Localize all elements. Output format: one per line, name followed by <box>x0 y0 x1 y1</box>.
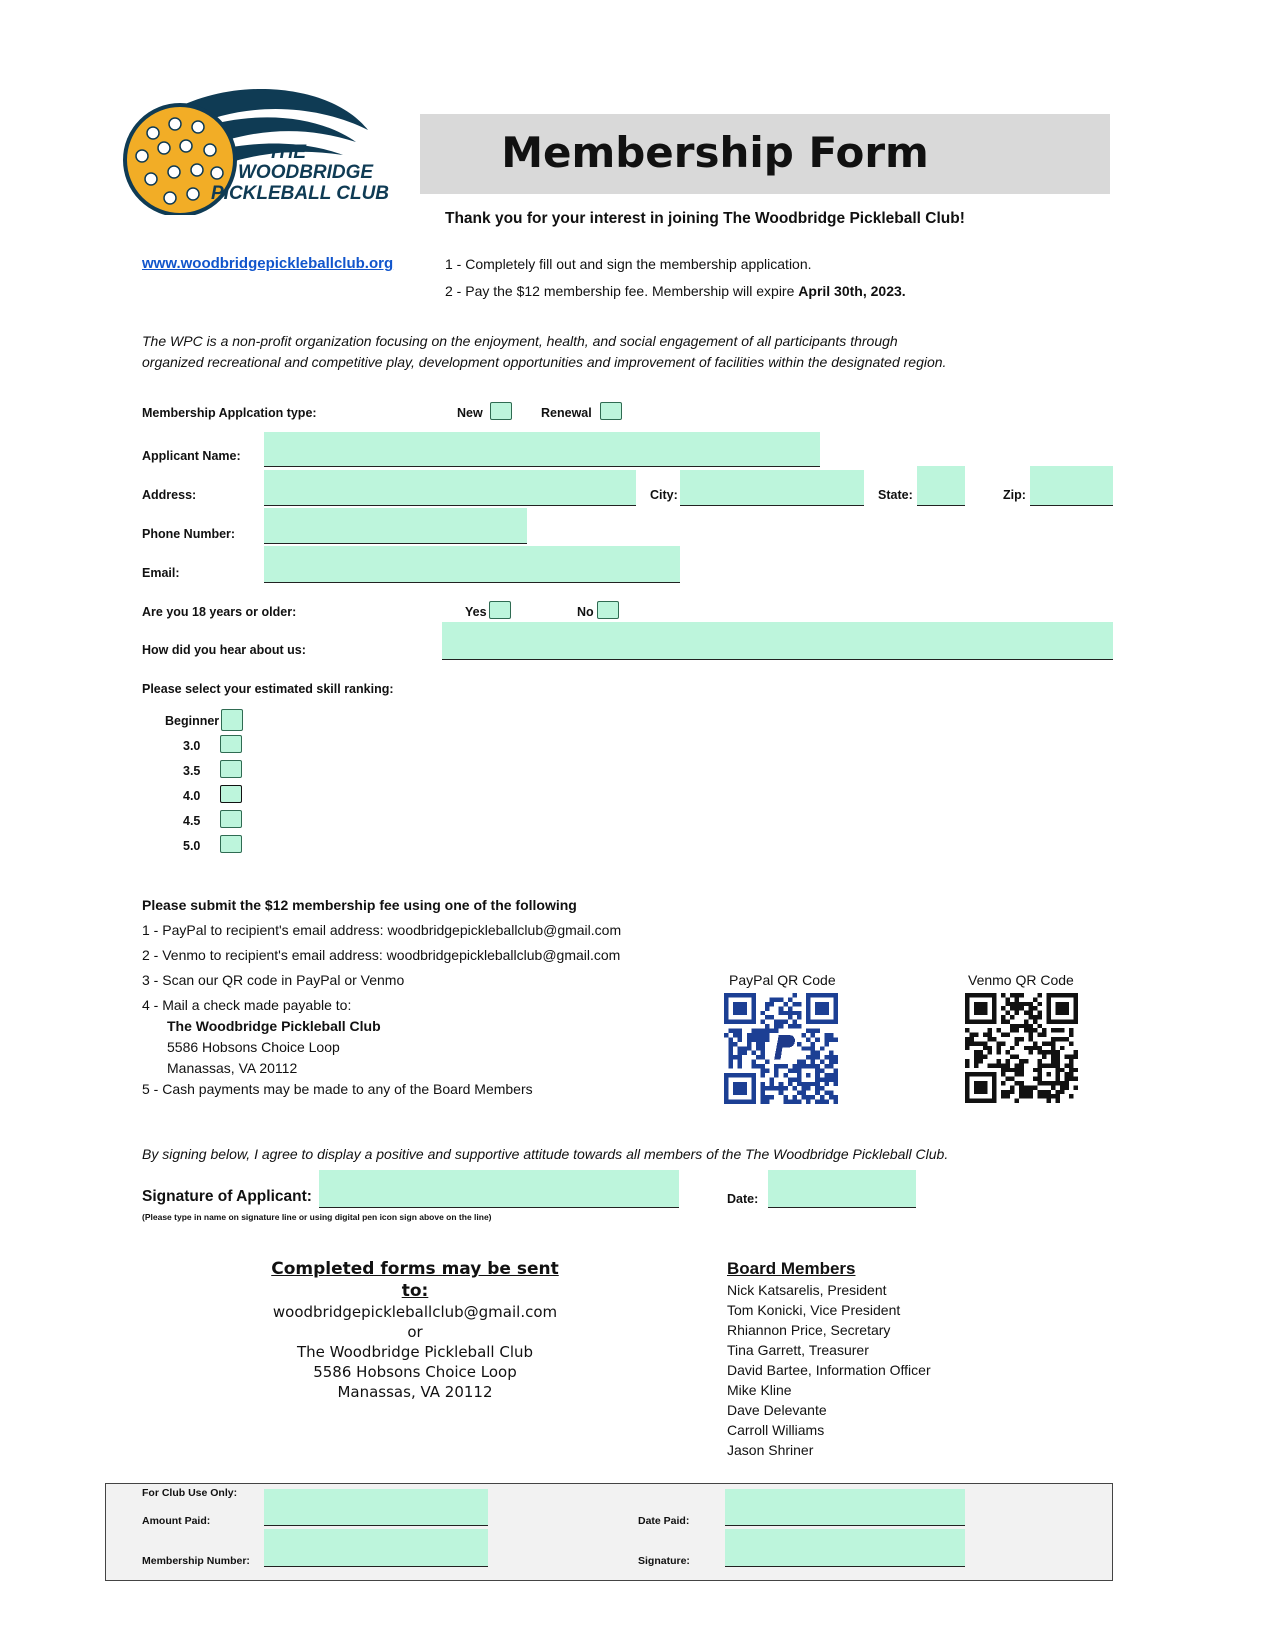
no-checkbox[interactable] <box>597 601 619 619</box>
mission-line-1: The WPC is a non-profit organization focusing on the enjoyment, health, and social engagement of all participants through <box>142 333 898 349</box>
skill-checkbox-5-0[interactable] <box>220 835 242 853</box>
zip-field[interactable] <box>1030 466 1113 506</box>
board-member: Rhiannon Price, Secretary <box>727 1322 891 1338</box>
send-to-block <box>265 1258 565 1402</box>
send-to-city: Manassas, VA 20112 <box>337 1383 493 1401</box>
logo-text-club: PICKLEBALL CLUB <box>211 183 390 204</box>
mail-recipient-name: The Woodbridge Pickleball Club <box>167 1018 381 1034</box>
paypal-qr-code[interactable] <box>724 993 838 1104</box>
club-use-heading: For Club Use Only: <box>142 1487 238 1499</box>
state-label: State: <box>878 488 913 502</box>
payment-option-qr: 3 - Scan our QR code in PayPal or Venmo <box>142 972 405 988</box>
logo-text-woodbridge: WOODBRIDGE <box>238 162 374 183</box>
send-to-heading: Completed forms may be sent to: <box>271 1259 559 1301</box>
skill-option-5-0: 5.0 <box>183 839 201 853</box>
phone-field[interactable] <box>264 508 527 544</box>
skill-option-beginner: Beginner <box>165 714 220 728</box>
mail-street: 5586 Hobsons Choice Loop <box>167 1039 340 1055</box>
skill-option-4-0: 4.0 <box>183 789 201 803</box>
club-signature-label: Signature: <box>638 1555 690 1567</box>
board-member: Jason Shriner <box>727 1442 814 1458</box>
mail-city: Manassas, VA 20112 <box>167 1060 298 1076</box>
renewal-checkbox[interactable] <box>600 402 622 420</box>
skill-checkbox-beginner[interactable] <box>221 709 243 731</box>
applicant-name-field[interactable] <box>264 432 820 467</box>
email-field[interactable] <box>264 546 680 583</box>
paypal-qr-label: PayPal QR Code <box>729 972 836 988</box>
city-label: City: <box>650 488 678 502</box>
thank-you-text: Thank you for your interest in joining The Woodbridge Pickleball Club! <box>445 210 965 227</box>
step-2-text <box>445 283 906 299</box>
address-field[interactable] <box>264 470 636 506</box>
date-paid-field[interactable] <box>725 1489 965 1526</box>
board-members-block <box>727 1258 931 1460</box>
date-paid-label: Date Paid: <box>638 1515 690 1527</box>
send-to-street: 5586 Hobsons Choice Loop <box>313 1363 517 1381</box>
payment-option-cash: 5 - Cash payments may be made to any of the Board Members <box>142 1081 533 1097</box>
step-1-text: 1 - Completely fill out and sign the membership application. <box>445 256 812 272</box>
payment-option-paypal: 1 - PayPal to recipient's email address: woodbridgepickleballclub@gmail.com <box>142 922 622 938</box>
board-heading: Board Members <box>727 1259 856 1278</box>
venmo-qr-label: Venmo QR Code <box>968 972 1074 988</box>
address-label: Address: <box>142 488 197 502</box>
board-member: Nick Katsarelis, President <box>727 1282 887 1298</box>
board-member: Carroll Williams <box>727 1422 825 1438</box>
skill-option-3-0: 3.0 <box>183 739 201 753</box>
renewal-label: Renewal <box>541 406 592 420</box>
skill-option-4-5: 4.5 <box>183 814 201 828</box>
phone-label: Phone Number: <box>142 527 236 541</box>
agreement-text: By signing below, I agree to display a positive and supportive attitude towards all members of the The Woodbridge Pickleball Club. <box>142 1146 949 1162</box>
skill-checkbox-4-0[interactable] <box>220 785 242 803</box>
amount-paid-label: Amount Paid: <box>142 1515 211 1527</box>
city-field[interactable] <box>680 470 864 506</box>
membership-number-label: Membership Number: <box>142 1555 250 1567</box>
club-logo <box>118 80 393 215</box>
applicant-name-label: Applicant Name: <box>142 449 241 463</box>
yes-label: Yes <box>465 605 487 619</box>
club-signature-field[interactable] <box>725 1529 965 1567</box>
signature-note: (Please type in name on signature line or using digital pen icon sign above on the line) <box>142 1212 492 1222</box>
skill-checkbox-3-0[interactable] <box>220 735 242 753</box>
zip-label: Zip: <box>1003 488 1026 502</box>
skill-option-3-5: 3.5 <box>183 764 201 778</box>
page-title: Membership Form <box>501 128 929 177</box>
expiration-date: April 30th, 2023. <box>798 283 906 299</box>
board-member: David Bartee, Information Officer <box>727 1362 931 1378</box>
state-field[interactable] <box>917 466 965 506</box>
payment-option-venmo: 2 - Venmo to recipient's email address: woodbridgepickleballclub@gmail.com <box>142 947 621 963</box>
venmo-qr-code[interactable] <box>965 993 1078 1103</box>
yes-checkbox[interactable] <box>489 601 511 619</box>
signature-field[interactable] <box>319 1170 679 1208</box>
send-to-or: or <box>407 1323 423 1341</box>
board-member: Dave Delevante <box>727 1402 827 1418</box>
hear-about-label: How did you hear about us: <box>142 643 306 657</box>
new-label: New <box>457 406 483 420</box>
website-link[interactable]: www.woodbridgepickleballclub.org <box>142 255 394 272</box>
logo-text-the: THE <box>268 142 306 163</box>
payment-heading: Please submit the $12 membership fee using one of the following <box>142 897 577 913</box>
step-2-prefix: 2 - Pay the $12 membership fee. Membership will expire <box>445 283 799 299</box>
payment-option-check: 4 - Mail a check made payable to: <box>142 997 352 1013</box>
amount-paid-field[interactable] <box>264 1489 488 1526</box>
signature-label: Signature of Applicant: <box>142 1188 312 1205</box>
skill-ranking-label: Please select your estimated skill ranking: <box>142 682 394 696</box>
skill-checkbox-3-5[interactable] <box>220 760 242 778</box>
skill-checkbox-4-5[interactable] <box>220 810 242 828</box>
mission-line-2: organized recreational and competitive play, development opportunities and improvement of facilities within the designated region. <box>142 354 947 370</box>
application-type-label: Membership Applcation type: <box>142 406 317 420</box>
board-member: Tom Konicki, Vice President <box>727 1302 901 1318</box>
email-label: Email: <box>142 566 180 580</box>
date-field[interactable] <box>768 1170 916 1208</box>
send-to-name: The Woodbridge Pickleball Club <box>296 1343 534 1361</box>
no-label: No <box>577 605 594 619</box>
new-checkbox[interactable] <box>490 402 512 420</box>
membership-number-field[interactable] <box>264 1529 488 1567</box>
age-question-label: Are you 18 years or older: <box>142 605 297 619</box>
send-to-email: woodbridgepickleballclub@gmail.com <box>272 1303 558 1321</box>
date-label: Date: <box>727 1192 759 1206</box>
board-member: Tina Garrett, Treasurer <box>727 1342 869 1358</box>
board-member: Mike Kline <box>727 1382 792 1398</box>
hear-about-field[interactable] <box>442 622 1113 660</box>
